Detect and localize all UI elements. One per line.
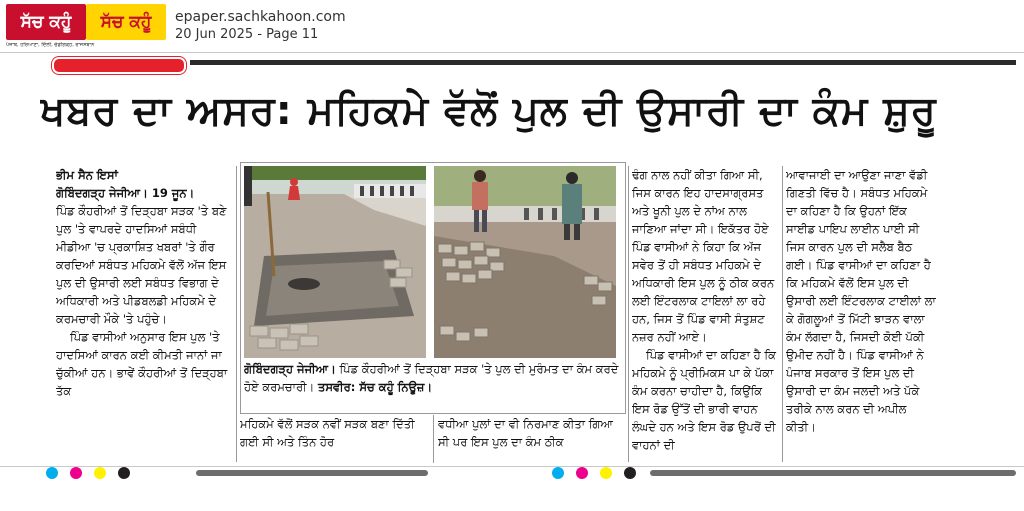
- photo-caption: [244, 360, 624, 410]
- registration-dot-cyan: [552, 467, 564, 479]
- paragraph: ਪਿੰਡ ਵਾਸੀਆਂ ਦਾ ਕਹਿਣਾ ਹੈ ਕਿ ਮਹਿਕਮੇ ਨੂੰ ਪ੍ਰੀਮਿਕਸ ਪਾ ਕੇ ਪੱਕਾ ਕੰਮ ਕਰਨਾ ਚਾਹੀਦਾ ਹੈ, ਕਿਉਂਕਿ ਇਸ ਰੋਡ ਉੱਤੋਂ ਦੀ ਭਾਰੀ ਵਾਹਨ ਲੰਘਦੇ ਹਨ ਅਤੇ ਇਸ ਰੋਡ ਉਪਰੋਂ ਦੀ ਵਾਹਨਾਂ ਦੀ: [632, 348, 776, 452]
- page-rule: [190, 60, 1016, 65]
- logo-red-block: ਸੱਚ ਕਹੂੰ: [6, 4, 86, 40]
- paragraph: ਆਵਾਜਾਈ ਦਾ ਆਉਣਾ ਜਾਣਾ ਵੱਡੀ ਗਿਣਤੀ ਵਿੱਚ ਹੈ। ਸਬੰਧਤ ਮਹਿਕਮੇ ਦਾ ਕਹਿਣਾ ਹੈ ਕਿ ਉਹਨਾਂ ਇੱਕ ਸਾਈਡ ਪਾਇਪ ਲਾਈਨ ਪਾਈ ਸੀ ਜਿਸ ਕਾਰਨ ਪੁਲ ਦੀ ਸਲੈਬ ਬੈਠ ਗਈ। ਪਿੰਡ ਵਾਸੀਆਂ ਦਾ ਕਹਿਣਾ ਹੈ ਕਿ ਮਹਿਕਮੇ ਵੱਲੋਂ ਇਸ ਪੁਲ ਦੀ ਉਸਾਰੀ ਲਈ ਇੰਟਰਲਾਕ ਟਾਈਲਾਂ ਲਾ ਕੇ ਗੋਗਲੂਆਂ ਤੋਂ ਮਿੱਟੀ ਝਾੜਨ ਵਾਲਾ ਕੰਮ ਲੱਗਦਾ ਹੈ, ਜਿਸਦੀ ਕੋਈ ਪੱਕੀ ਉਮੀਦ ਨਹੀਂ ਹੈ। ਪਿੰਡ ਵਾਸੀਆਂ ਨੇ ਪੰਜਾਬ ਸਰਕਾਰ ਤੋਂ ਇਸ ਪੁਲ ਦੀ ਉਸਾਰੀ ਦਾ ਕੰਮ ਜਲਦੀ ਅਤੇ ਪੱਕੇ ਤਰੀਕੇ ਨਾਲ ਕਰਨ ਦੀ ਅਪੀਲ ਕੀਤੀ।: [786, 168, 936, 434]
- registration-dot-black: [624, 467, 636, 479]
- registration-dot-magenta: [70, 467, 82, 479]
- photo-image: [244, 166, 426, 358]
- paragraph: ਪਿੰਡ ਕੌਹਰੀਆਂ ਤੋਂ ਦਿੜ੍ਹਬਾ ਸੜਕ 'ਤੇ ਬਣੇ ਪੁਲ 'ਤੇ ਵਾਪਰਦੇ ਹਾਦਸਿਆਂ ਸਬੰਧੀ ਮੀਡੀਆ 'ਚ ਪ੍ਰਕਾਸ਼ਿਤ ਖਬਰਾਂ 'ਤੇ ਗੌਰ ਕਰਦਿਆਂ ਸਬੰਧਤ ਮਹਿਕਮੇ ਵੱਲੋਂ ਅੱਜ ਇਸ ਪੁਲ ਦੀ ਉਸਾਰੀ ਲਈ ਸਬੰਧਤ ਵਿਭਾਗ ਦੇ ਅਧਿਕਾਰੀ ਅਤੇ ਪੀਡਬਲਡੀ ਮਹਿਕਮੇ ਦੇ ਕਰਮਚਾਰੀ ਮੌਕੇ 'ਤੇ ਪਹੁੰਚੇ।: [56, 204, 227, 326]
- column-divider: [433, 415, 434, 463]
- newspaper-logo[interactable]: [6, 4, 166, 48]
- paragraph: ਢੰਗ ਨਾਲ ਨਹੀਂ ਕੀਤਾ ਗਿਆ ਸੀ, ਜਿਸ ਕਾਰਨ ਇਹ ਹਾਦਸਾਗ੍ਰਸਤ ਅਤੇ ਖੂਨੀ ਪੁਲ ਦੇ ਨਾਂਅ ਨਾਲ ਜਾਣਿਆ ਜਾਂਦਾ ਸੀ। ਇਕੱਤਰ ਹੋਏ ਪਿੰਡ ਵਾਸੀਆਂ ਨੇ ਕਿਹਾ ਕਿ ਅੱਜ ਸਵੇਰ ਤੋਂ ਹੀ ਸਬੰਧਤ ਮਹਿਕਮੇ ਦੇ ਅਧਿਕਾਰੀ ਇਸ ਪੁਲ ਨੂੰ ਠੀਕ ਕਰਨ ਲਈ ਇੰਟਰਲਾਕ ਟਾਇਲਾਂ ਲਾ ਰਹੇ ਹਨ, ਜਿਸ ਤੋਂ ਪਿੰਡ ਵਾਸੀ ਸੰਤੁਸ਼ਟ ਨਜ਼ਰ ਨਹੀਂ ਆਏ।: [632, 168, 775, 344]
- article-column-4: [786, 166, 936, 462]
- paragraph: ਪਿੰਡ ਵਾਸੀਆਂ ਅਨੁਸਾਰ ਇਸ ਪੁਲ 'ਤੇ ਹਾਦਸਿਆਂ ਕਾਰਨ ਕਈ ਕੀਮਤੀ ਜਾਨਾਂ ਜਾ ਚੁੱਕੀਆਂ ਹਨ। ਭਾਵੇਂ ਕੌਹਰੀਆਂ ਤੋਂ ਦਿੜ੍ਹਬਾ ਤੱਕ: [56, 330, 228, 398]
- edition-date-page: 20 Jun 2025 - Page 11: [175, 27, 319, 42]
- header-divider: [0, 52, 1024, 53]
- photo-image: [434, 166, 616, 358]
- registration-dot-cyan: [46, 467, 58, 479]
- footer-rule: [650, 470, 1016, 476]
- article-continuation-2: ਵਧੀਆ ਪੁਲਾਂ ਦਾ ਵੀ ਨਿਰਮਾਣ ਕੀਤਾ ਗਿਆ ਸੀ ਪਰ ਇਸ ਪੁਲ ਦਾ ਕੰਮ ਠੀਕ: [438, 417, 613, 449]
- site-url[interactable]: epaper.sachkahoon.com: [175, 9, 346, 25]
- caption-place: ਗੋਬਿੰਦਗੜ੍ਹ ਜੇਜੀਆ।: [244, 362, 336, 376]
- registration-dot-magenta: [576, 467, 588, 479]
- registration-dot-black: [118, 467, 130, 479]
- byline-name: ਭੀਮ ਸੈਨ ਇਸਾਂ: [56, 168, 118, 182]
- logo-subtitle: ਪੰਜਾਬ, ਹਰਿਆਣਾ, ਦਿੱਲੀ, ਚੰਡੀਗੜ੍ਹ, ਰਾਜਸਥਾਨ: [6, 42, 95, 48]
- column-divider: [236, 166, 237, 462]
- column-divider: [782, 166, 783, 462]
- photo-road-repair-left[interactable]: [244, 166, 426, 358]
- registration-dot-yellow: [94, 467, 106, 479]
- section-tab-marker: [52, 57, 186, 74]
- registration-dot-yellow: [600, 467, 612, 479]
- article-column-3: [632, 166, 778, 462]
- photo-credit: ਤਸਵੀਰ: ਸੱਚ ਕਹੂੰ ਨਿਊਜ਼।: [317, 380, 433, 394]
- logo-yellow-block: ਸੱਚ ਕਹੂੰ: [86, 4, 166, 40]
- byline-place-date: ਗੋਬਿੰਦਗੜ੍ਹ ਜੇਜੀਆ। 19 ਜੂਨ।: [56, 186, 195, 200]
- footer-divider: [0, 466, 1024, 467]
- photo-road-repair-right[interactable]: [434, 166, 616, 358]
- article-headline: ਖਬਰ ਦਾ ਅਸਰ: ਮਹਿਕਮੇ ਵੱਲੋਂ ਪੁਲ ਦੀ ਉਸਾਰੀ ਦਾ ਕੰਮ ਸ਼ੁਰੂ: [40, 88, 937, 134]
- article-continuation-1: ਮਹਿਕਮੇ ਵੱਲੋਂ ਸੜਕ ਨਵੀਂ ਸੜਕ ਬਣਾ ਦਿੱਤੀ ਗਈ ਸੀ ਅਤੇ ਤਿੰਨ ਹੋਰ: [240, 417, 415, 449]
- footer-rule: [196, 470, 428, 476]
- caption-text: ਪਿੰਡ ਕੌਹਰੀਆਂ ਤੋਂ ਦਿੜ੍ਹਬਾ ਸੜਕ 'ਤੇ ਪੁਲ ਦੀ ਮੁਰੰਮਤ ਦਾ ਕੰਮ ਕਰਦੇ ਹੋਏ ਕਰਮਚਾਰੀ।: [244, 362, 619, 394]
- column-divider: [628, 166, 629, 462]
- article-column-1: [56, 166, 232, 462]
